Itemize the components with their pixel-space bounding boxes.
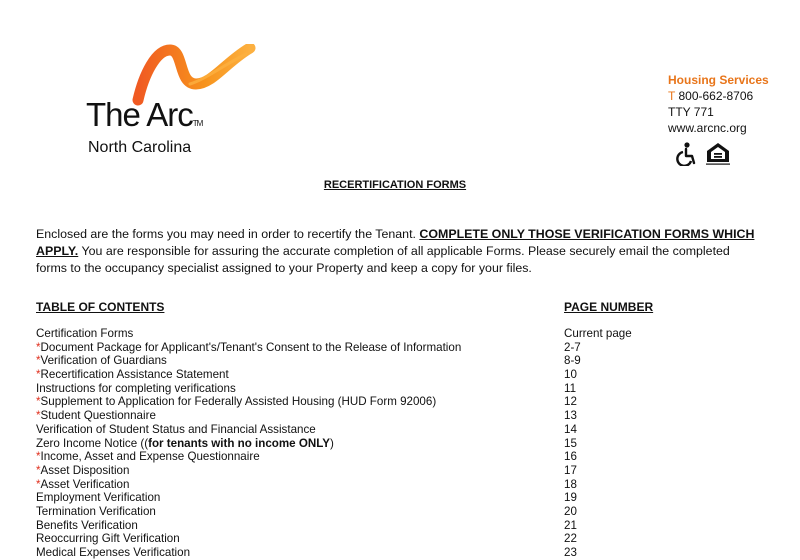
- required-marker: *: [36, 463, 41, 477]
- toc-title: *Document Package for Applicant's/Tenant's Consent to the Release of Information: [36, 340, 462, 354]
- equal-housing-opportunity-icon: [705, 142, 731, 166]
- required-marker: *: [36, 409, 41, 423]
- toc-row: [36, 505, 656, 519]
- toc-title: Benefits Verification: [36, 518, 138, 532]
- toc-page-number: 16: [564, 450, 577, 464]
- toc-page-number: 20: [564, 504, 577, 518]
- toc-title: *Supplement to Application for Federally Assisted Housing (HUD Form 92006): [36, 395, 437, 409]
- toc-row: [36, 437, 656, 451]
- toc-row: [36, 450, 656, 464]
- phone-number: 800-662-8706: [678, 89, 754, 103]
- toc-page-number: 10: [564, 368, 577, 382]
- toc-title: *Income, Asset and Expense Questionnaire: [36, 450, 260, 464]
- toc-row: [36, 409, 656, 423]
- table-of-contents: [36, 327, 656, 560]
- toc-title: Medical Expenses Verification: [36, 546, 191, 559]
- toc-row: [36, 395, 656, 409]
- toc-row: [36, 464, 656, 478]
- phone-prefix: T: [668, 89, 676, 103]
- toc-title: Reoccurring Gift Verification: [36, 532, 180, 546]
- toc-title: Termination Verification: [36, 504, 156, 518]
- toc-page-number: 14: [564, 422, 577, 436]
- required-marker: *: [36, 354, 41, 368]
- toc-row: [36, 532, 656, 546]
- toc-title: *Recertification Assistance Statement: [36, 368, 229, 382]
- toc-page-number: 8-9: [564, 354, 581, 368]
- toc-row: [36, 423, 656, 437]
- toc-page-number: 19: [564, 491, 577, 505]
- toc-row: [36, 478, 656, 492]
- arc-logo: [84, 44, 274, 164]
- tty-line: TTY 771: [668, 105, 714, 119]
- toc-row: [36, 354, 656, 368]
- toc-page-number: 21: [564, 518, 577, 532]
- required-marker: *: [36, 340, 41, 354]
- toc-page-number: 15: [564, 436, 577, 450]
- toc-title: *Asset Verification: [36, 477, 130, 491]
- website-link[interactable]: www.arcnc.org: [668, 121, 747, 135]
- toc-page-number: 23: [564, 546, 577, 559]
- toc-page-number: Current page: [564, 327, 632, 340]
- toc-title: Verification of Student Status and Financial Assistance: [36, 422, 316, 436]
- toc-row: [36, 519, 656, 533]
- logo-trademark: TM: [192, 119, 203, 128]
- accessibility-badges: [675, 142, 731, 166]
- toc-row: [36, 341, 656, 355]
- department-name: Housing Services: [668, 73, 769, 87]
- logo-state: North Carolina: [88, 139, 192, 156]
- required-marker: *: [36, 477, 41, 491]
- toc-page-number: 22: [564, 532, 577, 546]
- logo-name: The ArcTM: [86, 96, 203, 133]
- toc-page-number: 18: [564, 477, 577, 491]
- toc-title: Certification Forms: [36, 327, 134, 340]
- toc-page-number: 11: [564, 381, 577, 395]
- toc-page-number: 2-7: [564, 340, 581, 354]
- toc-title: Employment Verification: [36, 491, 161, 505]
- toc-page-number: 12: [564, 395, 577, 409]
- toc-page-number: 13: [564, 409, 577, 423]
- toc-title: Instructions for completing verifications: [36, 381, 236, 395]
- wheelchair-accessible-icon: [675, 142, 697, 166]
- toc-page-number: 17: [564, 463, 577, 477]
- toc-header: TABLE OF CONTENTS: [36, 300, 165, 314]
- required-marker: *: [36, 368, 41, 382]
- toc-row: [36, 382, 656, 396]
- intro-paragraph: [36, 226, 758, 277]
- toc-row: [36, 491, 656, 505]
- required-marker: *: [36, 395, 41, 409]
- intro-text-1: Enclosed are the forms you may need in order to recertify the Tenant.: [36, 227, 416, 241]
- toc-title: *Asset Disposition: [36, 463, 130, 477]
- required-marker: *: [36, 450, 41, 464]
- document-title: RECERTIFICATION FORMS: [323, 179, 467, 191]
- page-number-header: PAGE NUMBER: [564, 300, 654, 314]
- toc-row: [36, 368, 656, 382]
- toc-title: Zero Income Notice ((for tenants with no income ONLY): [36, 436, 334, 450]
- toc-row: [36, 327, 656, 341]
- contact-block: [668, 72, 769, 136]
- toc-row: [36, 546, 656, 560]
- phone-line: [668, 88, 769, 104]
- toc-title: *Verification of Guardians: [36, 354, 167, 368]
- toc-title: *Student Questionnaire: [36, 409, 156, 423]
- intro-text-2: You are responsible for assuring the accurate completion of all applicable Forms. Please securely email the completed forms to the occupancy specialist assigned to your Property and keep a copy for your files.: [36, 244, 730, 275]
- intro-emphasis: COMPLETE ONLY THOSE VERIFICATION FORMS WHICH APPLY.: [36, 227, 755, 258]
- toc-title-emphasis: for tenants with no income ONLY: [148, 436, 330, 450]
